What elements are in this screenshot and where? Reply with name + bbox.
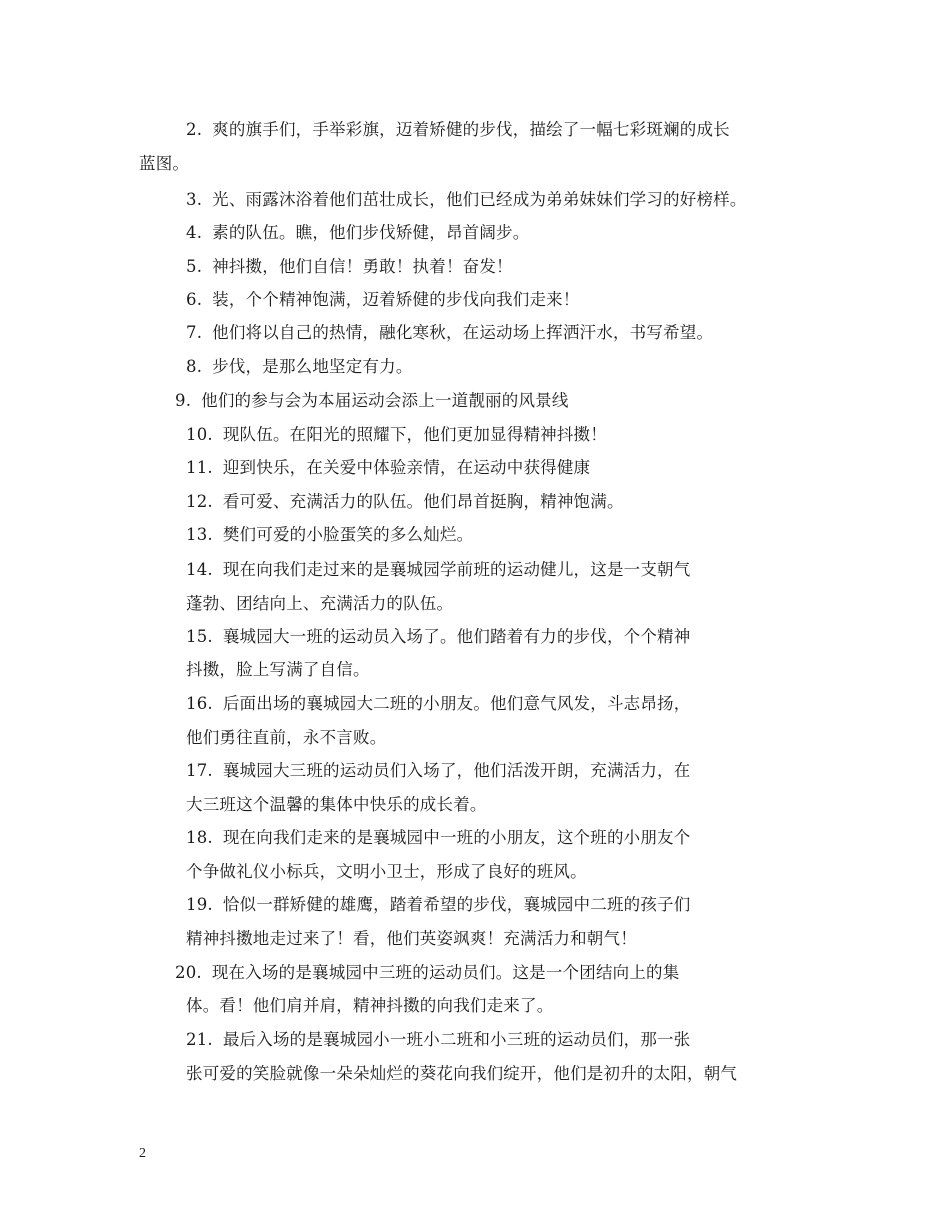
item-number: 2. <box>186 120 203 139</box>
item-text: 步伐，是那么地坚定有力。 <box>212 357 413 376</box>
item-number: 5. <box>186 257 203 276</box>
list-item <box>186 827 690 849</box>
item-text: 爽的旗手们，手举彩旗，迈着矫健的步伐，描绘了一幅七彩斑斓的成长 <box>212 120 730 139</box>
item-text: 蓬勃、团结向上、充满活力的队伍。 <box>186 594 454 613</box>
list-item-continuation <box>186 928 637 950</box>
list-item <box>186 894 690 916</box>
list-item <box>175 962 679 984</box>
item-number: 12. <box>186 492 213 511</box>
list-item <box>186 356 413 378</box>
item-number: 19. <box>186 895 213 914</box>
item-text: 精神抖擞地走过来了！看，他们英姿飒爽！充满活力和朝气！ <box>186 929 637 948</box>
item-number: 9. <box>175 391 192 410</box>
list-item <box>186 760 690 782</box>
item-number: 18. <box>186 828 213 847</box>
list-item-continuation <box>186 794 487 816</box>
list-item <box>186 626 690 648</box>
item-number: 21. <box>186 1030 213 1049</box>
item-text: 神抖擞，他们自信！勇敢！执着！奋发！ <box>212 257 513 276</box>
item-text: 襄城园大三班的运动员们入场了，他们活泼开朗，充满活力，在 <box>222 761 691 780</box>
item-number: 4. <box>186 223 203 242</box>
list-item <box>186 559 690 581</box>
list-item <box>186 457 590 479</box>
item-number: 7. <box>186 323 203 342</box>
list-item <box>186 693 690 715</box>
item-number: 11. <box>186 458 213 477</box>
list-item-continuation <box>186 861 587 883</box>
item-number: 8. <box>186 357 203 376</box>
item-text: 最后入场的是襄城园小一班小二班和小三班的运动员们，那一张 <box>222 1030 691 1049</box>
item-text: 蓝图。 <box>139 154 190 173</box>
item-number: 13. <box>186 525 213 544</box>
item-text: 体。看！他们肩并肩，精神抖擞的向我们走来了。 <box>186 996 554 1015</box>
list-item-continuation <box>186 593 453 615</box>
item-text: 后面出场的襄城园大二班的小朋友。他们意气风发，斗志昂扬， <box>222 694 691 713</box>
item-text: 现在向我们走来的是襄城园中一班的小朋友，这个班的小朋友个 <box>222 828 691 847</box>
page-number: 2 <box>139 1146 146 1161</box>
list-item <box>186 119 730 141</box>
item-text: 他们将以自己的热情，融化寒秋，在运动场上挥洒汗水，书写希望。 <box>212 323 714 342</box>
list-item <box>175 390 569 412</box>
item-text: 个争做礼仪小标兵，文明小卫士，形成了良好的班风。 <box>186 862 587 881</box>
item-text: 襄城园大一班的运动员入场了。他们踏着有力的步伐，个个精神 <box>222 627 691 646</box>
item-number: 16. <box>186 694 213 713</box>
list-item <box>186 222 529 244</box>
item-number: 6. <box>186 290 203 309</box>
item-text: 抖擞，脸上写满了自信。 <box>186 660 370 679</box>
item-text: 樊们可爱的小脸蛋笑的多么灿烂。 <box>222 525 474 544</box>
list-item <box>186 424 607 446</box>
item-text: 现在入场的是襄城园中三班的运动员们。这是一个团结向上的集 <box>211 963 680 982</box>
item-text: 迎到快乐，在关爱中体验亲情，在运动中获得健康 <box>222 458 591 477</box>
item-text: 恰似一群矫健的雄鹰，踏着希望的步伐，襄城园中二班的孩子们 <box>222 895 691 914</box>
list-item <box>186 256 513 278</box>
item-text: 他们的参与会为本届运动会添上一道靓丽的风景线 <box>201 391 569 410</box>
item-number: 3. <box>186 190 203 209</box>
item-text: 现在向我们走过来的是襄城园学前班的运动健儿，这是一支朝气 <box>222 560 691 579</box>
item-text: 现队伍。在阳光的照耀下，他们更加显得精神抖擞！ <box>222 425 607 444</box>
item-text: 光、雨露沐浴着他们茁壮成长，他们已经成为弟弟妹妹们学习的好榜样。 <box>212 190 747 209</box>
item-number: 17. <box>186 761 213 780</box>
item-text: 看可爱、充满活力的队伍。他们昂首挺胸，精神饱满。 <box>222 492 624 511</box>
item-text: 素的队伍。瞧，他们步伐矫健，昂首阔步。 <box>212 223 530 242</box>
item-number: 15. <box>186 627 213 646</box>
item-number: 10. <box>186 425 213 444</box>
item-number: 20. <box>175 963 202 982</box>
list-item-continuation <box>186 727 386 749</box>
item-text: 装，个个精神饱满，迈着矫健的步伐向我们走来！ <box>212 290 580 309</box>
list-item <box>186 524 473 546</box>
list-item-continuation <box>186 1063 737 1085</box>
list-item-continuation <box>186 995 553 1017</box>
item-number: 14. <box>186 560 213 579</box>
list-item <box>186 1029 690 1051</box>
list-item-continuation <box>139 153 189 175</box>
item-text: 张可爱的笑脸就像一朵朵灿烂的葵花向我们绽开，他们是初升的太阳，朝气 <box>186 1064 738 1083</box>
item-text: 大三班这个温馨的集体中快乐的成长着。 <box>186 795 487 814</box>
item-text: 他们勇往直前，永不言败。 <box>186 728 387 747</box>
list-item <box>186 289 580 311</box>
list-item <box>186 189 747 211</box>
list-item <box>186 322 713 344</box>
list-item <box>186 491 624 513</box>
list-item-continuation <box>186 659 370 681</box>
